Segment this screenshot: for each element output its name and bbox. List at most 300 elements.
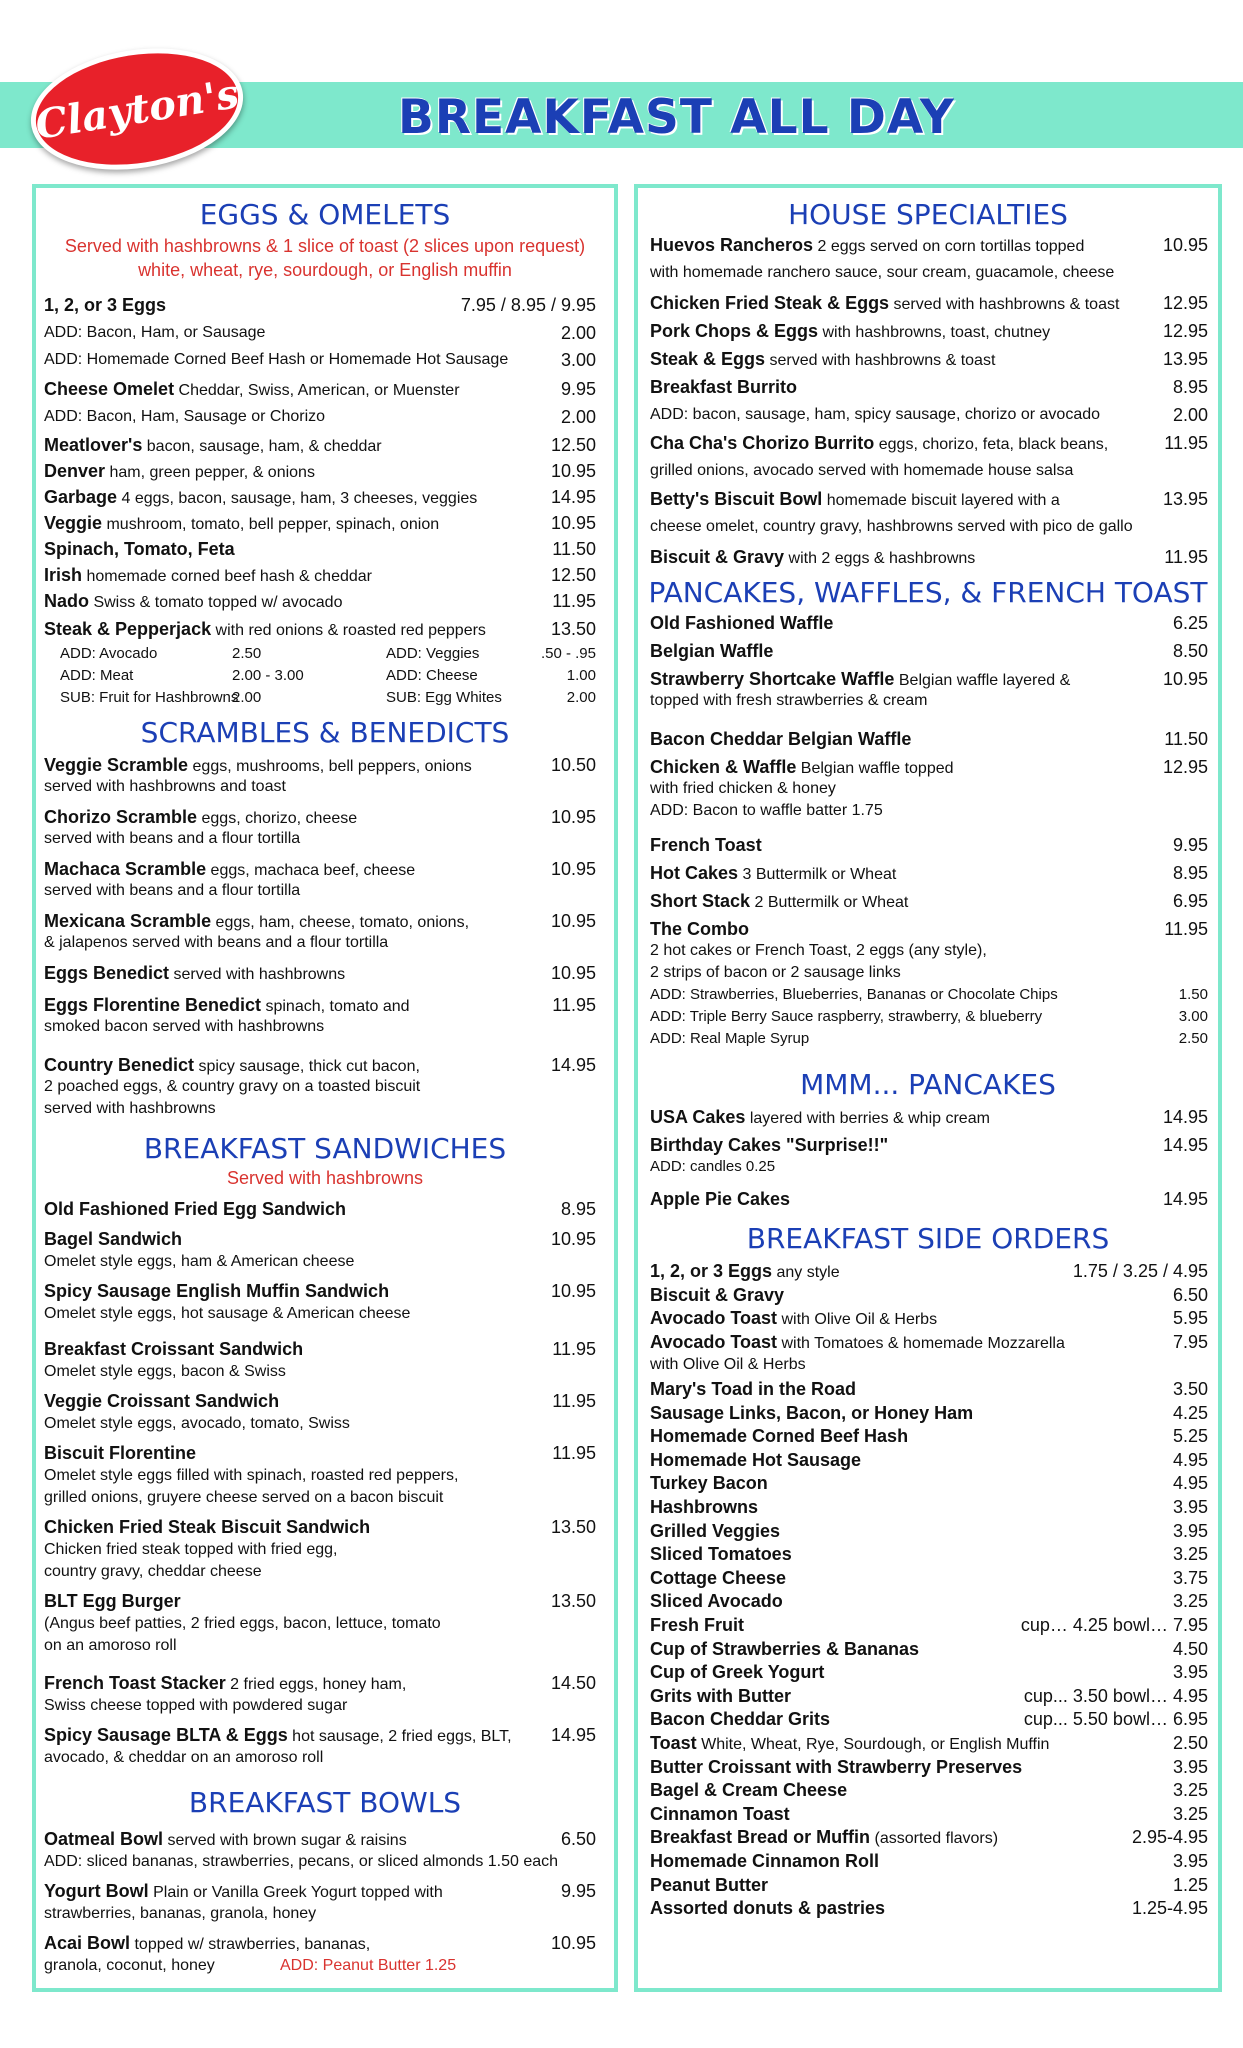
page-title: BREAKFAST ALL DAY	[398, 90, 955, 145]
item-name: Cheese Omelet	[44, 379, 175, 399]
section-title-house: HOUSE SPECIALTIES	[788, 198, 1068, 231]
item-name: Meatlover's	[44, 435, 143, 455]
menu-item	[44, 910, 469, 934]
item-price: 13.95	[1162, 489, 1208, 509]
item-name: 1, 2, or 3 Eggs	[650, 1261, 773, 1281]
pancake-addon: ADD: Strawberries, Blueberries, Bananas or Chocolate Chips	[650, 986, 1058, 1003]
menu-item	[650, 728, 911, 752]
menu-item	[650, 1106, 990, 1130]
item-price: 3.95	[1172, 1520, 1208, 1541]
item-price: 11.95	[1164, 919, 1208, 939]
pancake-addon: ADD: Real Maple Syrup	[650, 1030, 810, 1047]
item-name: Butter Croissant with Strawberry Preserves	[650, 1756, 1023, 1777]
addon-price: 2.00 - 3.00	[232, 667, 304, 684]
menu-item	[650, 1496, 758, 1520]
item-desc: layered with berries & whip cream	[745, 1110, 990, 1127]
menu-item	[650, 1567, 786, 1591]
item-price: 3.25	[1172, 1544, 1208, 1565]
menu-item	[650, 612, 833, 636]
item-desc: 4 eggs, bacon, sausage, ham, 3 cheeses, veggies	[117, 490, 478, 507]
item-desc: homemade biscuit layered with a	[822, 492, 1060, 509]
item-price: 6.50	[560, 1829, 596, 1849]
item-name: Cottage Cheese	[650, 1567, 787, 1588]
item-price: 10.95	[550, 911, 596, 931]
menu-item	[44, 994, 410, 1018]
item-name: French Toast	[650, 835, 762, 855]
item-price: 10.50	[550, 755, 596, 775]
item-desc: 3 Buttermilk or Wheat	[738, 866, 897, 883]
item-name: Chicken & Waffle	[650, 757, 797, 777]
pancake-addon-price: 3.00	[1178, 1008, 1208, 1025]
menu-item	[44, 512, 439, 536]
section-title-bowls: BREAKFAST BOWLS	[188, 1786, 462, 1819]
item-desc: with Olive Oil & Herbs	[650, 1356, 806, 1374]
item-name: Breakfast Croissant Sandwich	[44, 1339, 304, 1359]
item-price: 10.95	[550, 513, 596, 533]
item-detail: 2 strips of bacon or 2 sausage links	[650, 964, 901, 981]
menu-item	[44, 1198, 346, 1222]
item-price: 6.95	[1172, 891, 1208, 911]
item-desc: with red onions & roasted red peppers	[211, 622, 486, 639]
item-name: Biscuit & Gravy	[650, 547, 785, 567]
item-name: Veggie Croissant Sandwich	[44, 1391, 280, 1411]
item-price: 5.95	[1172, 1308, 1208, 1329]
item-name: Birthday Cakes "Surprise!!"	[650, 1135, 889, 1155]
menu-item	[650, 1378, 856, 1402]
item-name: Strawberry Shortcake Waffle	[650, 669, 895, 689]
addon-label: SUB: Egg Whites	[386, 689, 502, 706]
item-detail: smoked bacon served with hashbrowns	[44, 1018, 325, 1035]
item-detail: served with hashbrowns and toast	[44, 778, 286, 795]
item-desc: eggs, ham, cheese, tomato, onions,	[211, 914, 470, 931]
item-price: 9.95	[560, 1881, 596, 1901]
menu-item	[650, 1897, 885, 1921]
section-title-pancakes: PANCAKES, WAFFLES, & FRENCH TOAST	[648, 576, 1208, 609]
menu-item	[650, 432, 1108, 456]
item-price: 14.95	[1162, 1135, 1208, 1155]
menu-item	[44, 564, 372, 588]
item-detail: Omelet style eggs filled with spinach, roasted red peppers,	[44, 1467, 459, 1484]
pancake-addon-price: 2.50	[1178, 1030, 1208, 1047]
item-name: Sliced Avocado	[650, 1591, 783, 1612]
item-name: Short Stack	[650, 891, 751, 911]
item-detail: with fried chicken & honey	[650, 780, 836, 797]
menu-item	[650, 546, 975, 570]
item-desc: 2 eggs served on corn tortillas topped	[813, 238, 1085, 255]
menu-item	[44, 349, 508, 371]
item-desc: served with brown sugar & raisins	[163, 1832, 407, 1849]
item-price: 13.95	[1162, 349, 1208, 369]
item-name: Spicy Sausage English Muffin Sandwich	[44, 1281, 390, 1301]
item-detail: Swiss cheese topped with powdered sugar	[44, 1697, 348, 1714]
menu-item	[650, 1638, 919, 1662]
item-name: Breakfast Bread or Muffin	[650, 1827, 871, 1848]
item-name: Bacon Cheddar Grits	[650, 1709, 831, 1730]
item-name: Spinach, Tomato, Feta	[44, 539, 235, 559]
item-desc: topped w/ strawberries, bananas,	[130, 1936, 371, 1953]
menu-item	[44, 294, 166, 318]
item-desc: with hashbrowns, toast, chutney	[818, 324, 1051, 341]
item-desc: Plain or Vanilla Greek Yogurt topped with	[148, 1884, 443, 1901]
item-price: 8.95	[560, 1199, 596, 1219]
item-price: 11.95	[552, 591, 596, 611]
menu-item	[44, 1516, 370, 1540]
item-price: 10.95	[550, 1933, 596, 1953]
item-desc: eggs, chorizo, cheese	[197, 810, 358, 827]
menu-item	[650, 348, 995, 372]
item-price: 12.50	[550, 435, 596, 455]
item-name: Breakfast Burrito	[650, 377, 798, 397]
clayton-logo	[22, 34, 252, 184]
item-desc: (assorted flavors)	[870, 1830, 999, 1848]
menu-item	[44, 1932, 370, 1956]
pancake-addon-price: 1.50	[1178, 986, 1208, 1003]
item-desc: ADD: bacon, sausage, ham, spicy sausage, chorizo or avocado	[650, 406, 1101, 423]
item-name: Turkey Bacon	[650, 1473, 768, 1494]
item-name: Nado	[44, 591, 89, 611]
item-name: Hashbrowns	[650, 1497, 759, 1517]
section-title-sides: BREAKFAST SIDE ORDERS	[746, 1222, 1110, 1255]
addon-label: SUB: Fruit for Hashbrowns	[60, 689, 239, 706]
addon-price: .50 - .95	[540, 645, 596, 662]
item-price: 13.50	[550, 619, 596, 639]
menu-item	[44, 434, 382, 458]
section-subtitle: white, wheat, rye, sourdough, or English muffin	[138, 260, 512, 280]
item-desc: Belgian waffle layered &	[894, 672, 1071, 689]
item-name: Grits with Butter	[650, 1685, 792, 1706]
item-name: Huevos Rancheros	[650, 235, 814, 255]
item-name: Machaca Scramble	[44, 859, 207, 879]
item-name: Acai Bowl	[44, 1933, 131, 1953]
item-name: Avocado Toast	[650, 1308, 778, 1329]
item-detail: & jalapenos served with beans and a flour tortilla	[44, 934, 389, 951]
menu-item	[650, 292, 1119, 316]
item-price: 2.00	[560, 323, 596, 343]
item-desc: spicy sausage, thick cut bacon,	[194, 1058, 420, 1075]
item-name: Steak & Eggs	[650, 349, 766, 369]
item-desc: served with hashbrowns & toast	[765, 352, 996, 369]
menu-item	[44, 1338, 303, 1362]
item-desc: eggs, mushrooms, bell peppers, onions	[188, 758, 472, 775]
right-menu-panel	[634, 184, 1222, 1992]
item-price: 1.75 / 3.25 / 4.95	[1072, 1261, 1208, 1281]
item-price: 4.95	[1172, 1473, 1208, 1494]
item-name: Eggs Florentine Benedict	[44, 995, 262, 1015]
menu-item	[650, 1472, 768, 1496]
item-price: 7.95	[1172, 1331, 1208, 1352]
menu-item	[44, 1054, 420, 1078]
menu-item	[650, 918, 749, 942]
item-desc: bacon, sausage, ham, & cheddar	[142, 438, 382, 455]
item-price: 1.25-4.95	[1131, 1898, 1208, 1919]
item-detail: with homemade ranchero sauce, sour cream, guacamole, cheese	[650, 264, 1115, 281]
menu-item	[650, 1874, 768, 1898]
item-price: 2.00	[560, 407, 596, 427]
item-name: Assorted donuts & pastries	[650, 1898, 886, 1919]
item-name: Pork Chops & Eggs	[650, 321, 819, 341]
item-price: 11.95	[1164, 433, 1208, 453]
side-cup-bowl-prices: cup... 5.50 bowl… 6.95	[1023, 1709, 1208, 1730]
menu-item	[650, 1732, 1049, 1756]
item-price: 10.95	[550, 963, 596, 983]
menu-item	[44, 1442, 196, 1466]
menu-item	[650, 1708, 830, 1732]
item-detail: ADD: Bacon to waffle batter 1.75	[650, 802, 883, 819]
item-detail: Omelet style eggs, avocado, tomato, Swiss	[44, 1415, 350, 1432]
item-desc: with 2 eggs & hashbrowns	[784, 550, 976, 567]
item-name: Oatmeal Bowl	[44, 1829, 164, 1849]
item-name: Homemade Cinnamon Roll	[650, 1851, 880, 1871]
menu-item	[44, 754, 472, 778]
item-name: Cha Cha's Chorizo Burrito	[650, 433, 875, 453]
item-name: Homemade Corned Beef Hash	[650, 1426, 909, 1447]
menu-item	[650, 862, 896, 886]
item-price: 14.50	[550, 1673, 596, 1693]
item-detail: on an amoroso roll	[44, 1637, 177, 1654]
logo-text: Clayton's	[31, 69, 243, 149]
menu-item	[650, 756, 954, 780]
item-price: 10.95	[1162, 669, 1208, 689]
addon-price: 2.00	[566, 689, 596, 706]
item-desc: ADD: Bacon, Ham, or Sausage	[44, 324, 266, 341]
item-detail: cheese omelet, country gravy, hashbrowns served with pico de gallo	[650, 518, 1133, 535]
menu-item	[650, 1590, 783, 1614]
item-detail: 2 poached eggs, & country gravy on a toasted biscuit	[44, 1078, 421, 1095]
item-price: 2.50	[1172, 1733, 1208, 1753]
item-desc: with Olive Oil & Herbs	[777, 1311, 938, 1329]
menu-item	[44, 1724, 512, 1748]
menu-item	[44, 1590, 181, 1614]
item-price: 3.95	[1172, 1662, 1208, 1683]
side-cup-bowl-prices: cup… 4.25 bowl… 7.95	[1020, 1615, 1208, 1635]
item-name: Apple Pie Cakes	[650, 1189, 791, 1209]
item-name: Chicken Fried Steak & Eggs	[650, 293, 890, 313]
menu-item	[44, 378, 460, 402]
item-detail: served with hashbrowns	[44, 1100, 216, 1117]
item-name: Cinnamon Toast	[650, 1803, 790, 1824]
item-price: 8.95	[1172, 863, 1208, 883]
pancake-addon: ADD: Triple Berry Sauce raspberry, strawberry, & blueberry	[650, 1008, 1043, 1025]
menu-item	[650, 1188, 790, 1212]
item-name: Garbage	[44, 487, 118, 507]
item-name: Country Benedict	[44, 1055, 195, 1075]
item-detail: served with beans and a flour tortilla	[44, 882, 301, 899]
menu-item	[650, 1685, 791, 1709]
item-desc: Swiss & tomato topped w/ avocado	[89, 594, 343, 611]
section-title-eggs: EGGS & OMELETS	[199, 198, 451, 231]
item-desc: spinach, tomato and	[261, 998, 410, 1015]
menu-item	[650, 1425, 908, 1449]
item-price: 13.50	[550, 1591, 596, 1611]
menu-item	[44, 962, 345, 986]
item-name: Homemade Hot Sausage	[650, 1449, 862, 1470]
item-price: 14.95	[550, 1725, 596, 1745]
menu-item	[650, 1134, 888, 1158]
item-desc: homemade corned beef hash & cheddar	[82, 568, 372, 585]
item-detail: granola, coconut, honey	[44, 1957, 215, 1974]
item-name: Sliced Tomatoes	[650, 1544, 792, 1565]
item-name: French Toast Stacker	[44, 1673, 226, 1693]
item-price: 14.95	[1162, 1107, 1208, 1127]
item-name: Cup of Strawberries & Bananas	[650, 1638, 920, 1659]
item-desc: eggs, machaca beef, cheese	[206, 862, 416, 879]
item-price: 10.95	[550, 859, 596, 879]
item-name: Bagel & Cream Cheese	[650, 1780, 848, 1801]
item-price: 3.50	[1172, 1379, 1208, 1399]
item-detail: 2 hot cakes or French Toast, 2 eggs (any style),	[650, 942, 987, 959]
item-price: 13.50	[550, 1517, 596, 1537]
item-price: 12.95	[1162, 321, 1208, 341]
menu-item	[650, 1354, 806, 1376]
item-price: 8.95	[1172, 377, 1208, 397]
menu-item	[650, 1803, 790, 1827]
item-desc: 2 Buttermilk or Wheat	[750, 894, 909, 911]
menu-item	[650, 890, 908, 914]
item-name: Denver	[44, 461, 106, 481]
menu-item	[650, 1331, 1065, 1355]
acai-addon: ADD: Peanut Butter 1.25	[280, 1957, 457, 1974]
item-name: Old Fashioned Waffle	[650, 613, 834, 633]
item-name: Spicy Sausage BLTA & Eggs	[44, 1725, 288, 1745]
item-desc: served with hashbrowns	[169, 966, 346, 983]
item-price: 3.25	[1172, 1803, 1208, 1824]
menu-item	[650, 1661, 824, 1685]
item-price: 10.95	[550, 461, 596, 481]
item-name: Steak & Pepperjack	[44, 619, 212, 639]
item-price: 11.95	[552, 1443, 596, 1463]
item-name: Hot Cakes	[650, 863, 739, 883]
menu-item	[44, 460, 315, 484]
menu-item	[650, 1756, 1022, 1780]
item-desc: with Tomatoes & homemade Mozzarella	[777, 1334, 1065, 1352]
item-price: 9.95	[560, 379, 596, 399]
section-title-scrambles: SCRAMBLES & BENEDICTS	[140, 716, 510, 749]
item-price: 3.95	[1172, 1851, 1208, 1871]
item-name: Chorizo Scramble	[44, 807, 198, 827]
item-price: 11.50	[552, 539, 596, 559]
item-name: Old Fashioned Fried Egg Sandwich	[44, 1199, 347, 1219]
addon-label: ADD: Veggies	[386, 645, 480, 662]
item-desc: mushroom, tomato, bell pepper, spinach, onion	[102, 516, 440, 533]
item-detail: grilled onions, gruyere cheese served on a bacon biscuit	[44, 1489, 444, 1506]
menu-item	[44, 618, 486, 642]
menu-item	[44, 1228, 182, 1252]
item-name: Cup of Greek Yogurt	[650, 1662, 825, 1683]
item-name: Peanut Butter	[650, 1874, 769, 1895]
item-price: 3.25	[1172, 1591, 1208, 1612]
item-name: 1, 2, or 3 Eggs	[44, 295, 167, 315]
item-price: 11.50	[1164, 729, 1208, 749]
menu-item	[650, 404, 1100, 426]
menu-item	[650, 668, 1070, 692]
menu-item	[44, 806, 357, 830]
addon-label: ADD: Avocado	[60, 645, 158, 662]
item-price: 1.25	[1172, 1874, 1208, 1895]
item-detail: (Angus beef patties, 2 fried eggs, bacon, lettuce, tomato	[44, 1615, 441, 1632]
item-name: Betty's Biscuit Bowl	[650, 489, 823, 509]
item-desc: 2 fried eggs, honey ham,	[225, 1676, 407, 1693]
item-name: Yogurt Bowl	[44, 1881, 149, 1901]
item-price: 3.00	[560, 350, 596, 370]
section-subtitle: Served with hashbrowns & 1 slice of toast (2 slices upon request)	[64, 236, 586, 256]
section-subtitle: Served with hashbrowns	[226, 1168, 424, 1188]
menu-item	[650, 1402, 973, 1426]
item-price: 7.95 / 8.95 / 9.95	[460, 295, 596, 315]
menu-item	[650, 1260, 840, 1284]
menu-item	[44, 1880, 443, 1904]
menu-item	[650, 1307, 937, 1331]
item-name: Biscuit Florentine	[44, 1443, 197, 1463]
item-detail: Chicken fried steak topped with fried egg,	[44, 1541, 338, 1558]
item-price: 4.50	[1172, 1638, 1208, 1659]
item-name: Irish	[44, 565, 83, 585]
item-price: 4.95	[1172, 1449, 1208, 1470]
item-desc: ham, green pepper, & onions	[105, 464, 315, 481]
menu-item	[44, 590, 342, 614]
item-name: The Combo	[650, 919, 749, 939]
menu-item	[650, 1449, 861, 1473]
item-detail: country gravy, cheddar cheese	[44, 1563, 262, 1580]
menu-item	[650, 1779, 847, 1803]
item-detail: avocado, & cheddar on an amoroso roll	[44, 1749, 324, 1766]
item-price: 3.95	[1172, 1497, 1208, 1517]
item-desc: Belgian waffle topped	[796, 760, 954, 777]
item-desc: ADD: Bacon, Ham, Sausage or Chorizo	[44, 408, 326, 425]
item-name: Avocado Toast	[650, 1331, 778, 1352]
menu-item	[650, 1614, 744, 1638]
item-detail: strawberries, bananas, granola, honey	[44, 1905, 317, 1922]
item-name: Veggie	[44, 513, 103, 533]
menu-item	[44, 858, 415, 882]
item-name: Fresh Fruit	[650, 1615, 745, 1635]
item-detail: Omelet style eggs, hot sausage & American cheese	[44, 1305, 411, 1322]
menu-item	[650, 1284, 784, 1308]
menu-item	[44, 1672, 406, 1696]
item-desc: eggs, chorizo, feta, black beans,	[874, 436, 1109, 453]
item-name: Bagel Sandwich	[44, 1229, 183, 1249]
item-price: 10.95	[550, 1229, 596, 1249]
item-name: Belgian Waffle	[650, 641, 774, 661]
item-price: 6.50	[1172, 1284, 1208, 1305]
item-price: 3.75	[1172, 1567, 1208, 1588]
item-name: Grilled Veggies	[650, 1520, 781, 1541]
item-price: 12.95	[1162, 293, 1208, 313]
item-price: 11.95	[552, 1339, 596, 1359]
item-name: Biscuit & Gravy	[650, 1284, 785, 1305]
menu-item	[650, 640, 773, 664]
menu-item	[44, 406, 325, 428]
item-price: 12.95	[1162, 757, 1208, 777]
menu-item	[44, 322, 265, 344]
item-name: Toast	[650, 1733, 697, 1753]
menu-item	[44, 486, 477, 510]
menu-item	[650, 1826, 998, 1850]
menu-item	[650, 1520, 780, 1544]
item-price: 2.00	[1172, 405, 1208, 425]
item-name: Mexicana Scramble	[44, 911, 212, 931]
item-price: 10.95	[550, 807, 596, 827]
item-price: 3.25	[1172, 1780, 1208, 1801]
item-name: Veggie Scramble	[44, 755, 189, 775]
side-cup-bowl-prices: cup... 3.50 bowl… 4.95	[1023, 1685, 1208, 1706]
item-desc: Cheddar, Swiss, American, or Muenster	[174, 382, 460, 399]
menu-item	[650, 234, 1084, 258]
addon-label: ADD: Cheese	[386, 667, 478, 684]
item-price: 2.95-4.95	[1131, 1827, 1208, 1848]
item-desc: White, Wheat, Rye, Sourdough, or English Muffin	[696, 1736, 1050, 1753]
menu-item	[44, 1280, 389, 1304]
left-menu-panel	[32, 184, 618, 1992]
